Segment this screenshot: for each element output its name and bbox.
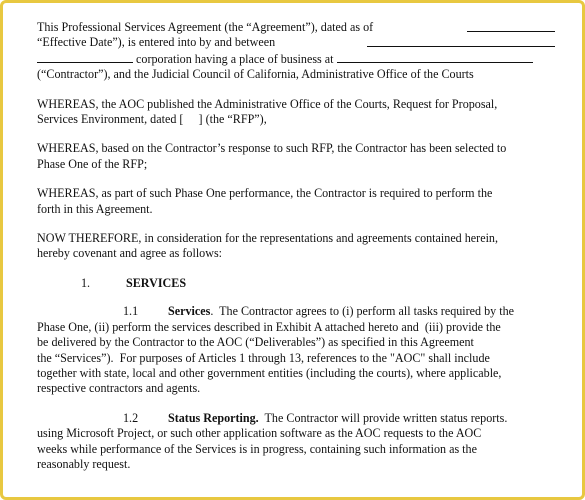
clause-1-1-line-2 <box>37 320 555 335</box>
intro-line-1-text: This Professional Services Agreement (the “Agreement”), dated as of <box>37 20 374 34</box>
clause-1-2-line-1 <box>37 411 555 426</box>
effective-date-blank <box>467 20 555 32</box>
corporation-blank <box>37 51 133 63</box>
clause-1-1-line-1 <box>37 304 555 319</box>
clause-1-1-number: 1.1 <box>123 304 139 319</box>
whereas-2-line-2: Phase One of the RFP; <box>37 156 148 171</box>
clause-1-1-line-4: the “Services”). For purposes of Articles 1 through 13, references to the "AOC" shall include <box>37 350 490 365</box>
whereas-1-line-1-text: WHEREAS, the AOC published the Administrative Office of the Courts, Request for Proposal, <box>37 96 498 111</box>
whereas-2-line-1 <box>37 141 555 156</box>
clause-1-1-line-5: together with state, local and other government entities (including the courts), where applicable, <box>37 365 502 380</box>
clause-1-1-line-2-text: Phase One, (ii) perform the services described in Exhibit A attached hereto and (iii) provide the <box>37 319 501 334</box>
clause-1-2-line-1-text: The Contractor will provide written status reports. <box>258 410 508 425</box>
clause-1-2 <box>37 411 555 473</box>
clause-1-2-line-3: weeks while performance of the Services is in progress, containing such information as the <box>37 441 477 456</box>
whereas-3-line-1 <box>37 186 555 201</box>
intro-line-3 <box>37 51 555 67</box>
clause-1-2-title: Status Reporting. <box>168 410 259 425</box>
intro-line-2-text: “Effective Date”), is entered into by and between <box>37 35 276 50</box>
now-therefore-paragraph <box>37 231 555 262</box>
now-therefore-line-1 <box>37 231 555 246</box>
intro-line-1 <box>37 20 555 35</box>
whereas-1-line-1 <box>37 97 555 112</box>
clause-1-1 <box>37 304 555 396</box>
section-1-number: 1. <box>81 275 91 290</box>
intro-paragraph <box>37 20 555 83</box>
section-1-title: SERVICES <box>126 275 187 290</box>
clause-1-2-line-2: using Microsoft Project, or such other application software as the AOC requests to the AOC <box>37 426 482 441</box>
now-therefore-line-2: hereby covenant and agree as follows: <box>37 246 223 261</box>
clause-1-1-line-3: be delivered by the Contractor to the AOC (“Deliverables”) as specified in this Agreement <box>37 335 474 350</box>
clause-1-1-line-1-text: . The Contractor agrees to (i) perform all tasks required by the <box>210 304 515 319</box>
whereas-paragraph-3 <box>37 186 555 217</box>
whereas-paragraph-2 <box>37 141 555 172</box>
document-page <box>37 20 555 486</box>
intro-line-3-text: corporation having a place of business at <box>136 51 334 66</box>
whereas-3-line-2: forth in this Agreement. <box>37 201 153 216</box>
contractor-name-blank <box>367 35 555 47</box>
intro-line-2 <box>37 35 555 50</box>
now-therefore-line-1-text: NOW THEREFORE, in consideration for the representations and agreements contained herein, <box>37 231 498 246</box>
clause-1-2-line-4: reasonably request. <box>37 456 131 471</box>
clause-1-1-line-6: respective contractors and agents. <box>37 381 201 396</box>
clause-1-1-title: Services <box>168 304 211 319</box>
whereas-paragraph-1 <box>37 97 555 128</box>
business-address-blank <box>337 51 533 63</box>
whereas-3-line-1-text: WHEREAS, as part of such Phase One performance, the Contractor is required to perform the <box>37 186 493 201</box>
clause-1-2-number: 1.2 <box>123 410 139 425</box>
intro-line-4: (“Contractor”), and the Judicial Council of California, Administrative Office of the Courts <box>37 67 474 82</box>
whereas-2-line-1-text: WHEREAS, based on the Contractor’s response to such RFP, the Contractor has been selected to <box>37 141 507 156</box>
whereas-1-line-2: Services Environment, dated [ ] (the “RFP”), <box>37 112 267 127</box>
section-1-heading <box>37 276 555 291</box>
